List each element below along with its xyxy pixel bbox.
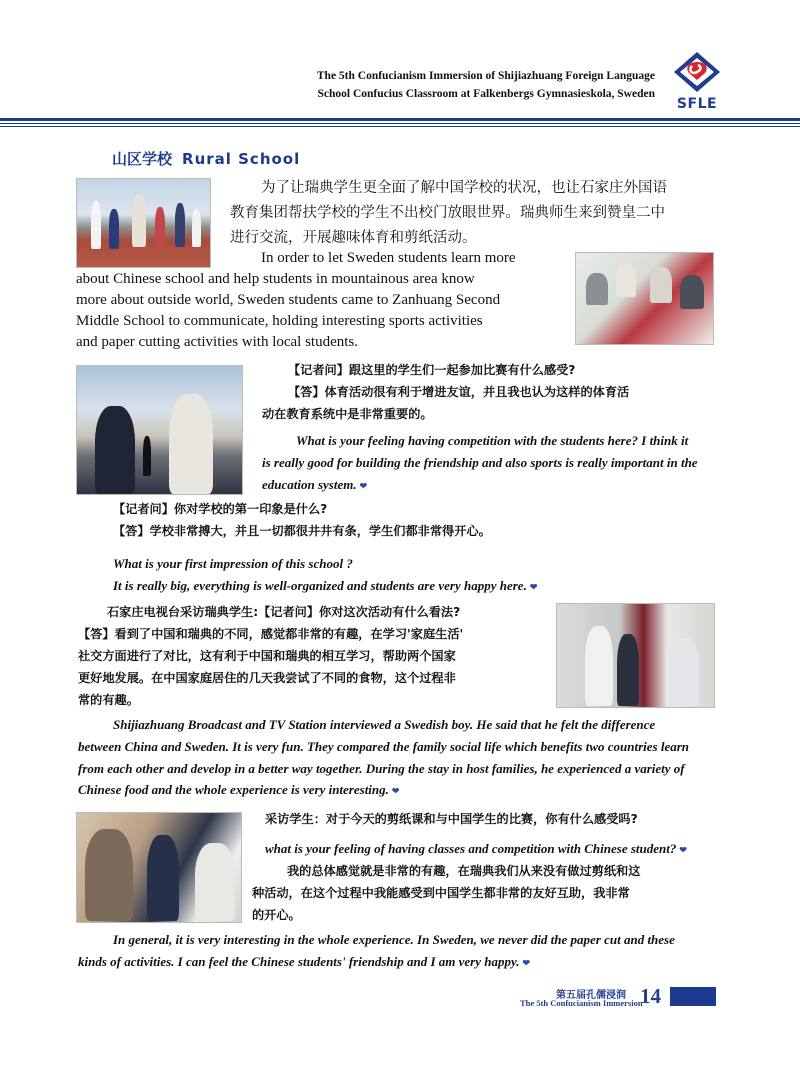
page-number: 14 [640, 984, 661, 1008]
qa4-en-line: In general, it is very interesting in the whole experience. In Sweden, we never did the paper cut and these [113, 932, 675, 947]
footer-cn-label: 第五届孔儒浸润 [556, 990, 626, 1001]
intro-cn-line: 进行交流，开展趣味体育和剪纸活动。 [230, 230, 477, 246]
qa1-en [262, 452, 698, 497]
qa4-cn-line: 种活动，在这个过程中我能感受到中国学生都非常的友好互助，我非常 [252, 886, 630, 900]
page-marker-bar [670, 987, 716, 1006]
qa3-en-first [113, 714, 655, 736]
qa3-en [78, 736, 689, 803]
qa3-en-line: Chinese food and the whole experience is very interesting. ❤ [78, 782, 400, 797]
qa1-cn [288, 359, 629, 403]
photo-interview-outdoor [76, 365, 243, 495]
intro-en-first-line [261, 248, 516, 269]
header-line-1: The 5th Confucianism Immersion of Shijiazhuang Foreign Language [316, 70, 655, 82]
qa2-cn-line: 【记者问】你对学校的第一印象是什么? [113, 502, 328, 516]
intro-cn-line: 为了让瑞典学生更全面了解中国学校的状况，也让石家庄外国语 [261, 180, 667, 196]
photo-sports-field [76, 178, 211, 268]
qa2-cn-line: 【答】学校非常搏大，并且一切都很井井有条，学生们都非常得开心。 [113, 524, 491, 538]
header-rule [0, 118, 800, 121]
intro-en-line: about Chinese school and help students in mountainous area know [76, 271, 475, 287]
intro-cn-paragraph [261, 176, 716, 201]
intro-cn-paragraph-cont [230, 201, 665, 251]
qa4-en-answer: kinds of activities. I can feel the Chinese students' friendship and I am very happy. ❤ [78, 954, 531, 969]
header-line-2: School Confucius Classroom at Falkenbergs Gymnasieskola, Sweden [317, 88, 655, 100]
qa3-cn [78, 623, 463, 711]
qa1-en-first [296, 430, 688, 452]
intro-en-line: Middle School to communicate, holding interesting sports activities [76, 313, 483, 329]
qa3-cn-line: 常的有趣。 [78, 693, 139, 707]
qa3-cn-first [107, 601, 460, 623]
logo-text: SFLE [676, 96, 718, 112]
heart-icon: ❤ [391, 786, 400, 796]
qa1-en-line: What is your feeling having competition with the students here? I think it [296, 433, 689, 448]
heart-icon: ❤ [359, 480, 368, 491]
section-title-en: Rural School [182, 150, 301, 168]
qa3-en-line: Shijiazhuang Broadcast and TV Station interviewed a Swedish boy. He said that he felt the difference [113, 717, 656, 732]
qa4-cn-question: 采访学生：对于今天的剪纸课和与中国学生的比赛，你有什么感受吗? [265, 812, 638, 826]
section-title [112, 148, 300, 169]
heart-icon: ❤ [522, 958, 531, 968]
qa1-cn-line: 动在教育系统中是非常重要的。 [262, 407, 433, 421]
qa3-cn-line: 社交方面进行了对比，这有利于中国和瑞典的相互学习，帮助两个国家 [78, 649, 456, 663]
header-rule-thin [0, 123, 800, 124]
qa4-en-answer-first [113, 929, 675, 951]
intro-en-paragraph [76, 269, 500, 353]
qa3-en-line: between China and Sweden. It is very fun. They compared the family social life which benefits two countries learn [78, 739, 689, 754]
qa3-en-line: from each other and develop in a better way together. During the stay in host families, he experienced a variety of [78, 760, 685, 776]
footer-en-label: The 5th Confucianism Immersion [520, 998, 643, 1008]
photo-student-interview [76, 812, 242, 923]
qa4-cn-line: 我的总体感觉就是非常的有趣，在瑞典我们从来没有做过剪纸和这 [287, 864, 641, 878]
qa1-cn-cont [262, 403, 433, 425]
qa4-cn-line: 的开心。 [252, 908, 301, 922]
header-rule-thin-2 [0, 126, 800, 127]
qa1-en-line: education system. ❤ [262, 476, 368, 492]
photo-paper-cutting-table [575, 252, 714, 345]
qa2-en-line: What is your first impression of this school ? [113, 556, 353, 571]
qa2-en-line: It is really big, everything is well-organized and students are very happy here. ❤ [113, 577, 538, 593]
intro-cn-line: 教育集团帮扶学校的学生不出校门放眼世界。瑞典师生来到赞皇二中 [230, 205, 665, 221]
qa3-cn-line: 石家庄电视台采访瑞典学生:【记者问】你对这次活动有什么看法? [107, 605, 461, 619]
qa4-en-question: what is your feeling of having classes and competition with Chinese student? ❤ [265, 841, 687, 856]
qa1-cn-line: 【答】体育活动很有利于增进友谊，并且我也认为这样的体育活 [288, 385, 630, 399]
heart-icon: ❤ [529, 581, 538, 592]
qa3-cn-line: 更好地发展。在中国家庭居住的几天我尝试了不同的食物，这个过程非 [78, 671, 456, 685]
intro-en-line: and paper cutting activities with local students. [76, 334, 359, 350]
intro-en-line: In order to let Sweden students learn more [261, 250, 516, 266]
photo-tv-interview [556, 603, 715, 708]
qa2-cn [113, 498, 491, 542]
qa2-en [113, 553, 537, 598]
qa4-cn-answer-first [287, 860, 640, 882]
qa1-cn-line: 【记者问】跟这里的学生们一起参加比赛有什么感受? [288, 363, 576, 377]
intro-en-line: more about outside world, Sweden students came to Zanhuang Second [76, 292, 501, 308]
section-title-cn: 山区学校 [112, 150, 173, 168]
qa4-cn-answer [252, 882, 630, 926]
qa1-en-line: is really good for building the friendship and also sports is really important in the [262, 455, 698, 470]
heart-icon: ❤ [679, 845, 687, 855]
qa3-cn-line: 【答】看到了中国和瑞典的不同，感觉都非常的有趣，在学习'家庭生活' [78, 627, 464, 641]
